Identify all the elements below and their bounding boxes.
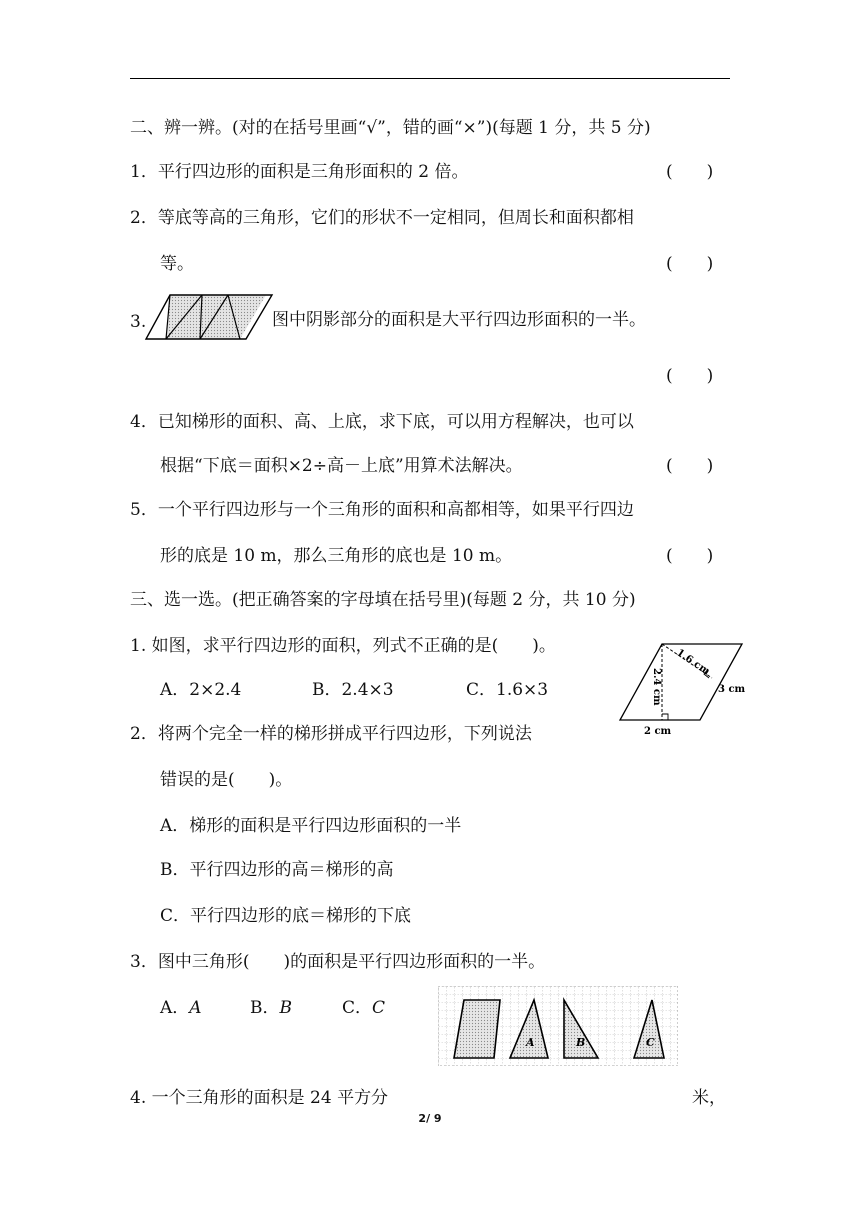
s3-question-4-end: 米，	[692, 1088, 726, 1108]
label-c: C	[646, 1036, 655, 1049]
answer-blank: ( )	[666, 546, 714, 566]
s3-q3-option-c: C．C	[342, 998, 386, 1018]
s3-q1-option-c: C．1.6×3	[466, 680, 549, 700]
answer-blank: ( )	[666, 456, 714, 476]
s3-q3-option-b: B．B	[250, 998, 292, 1018]
s3-q2-option-c: C．平行四边形的底＝梯形的下底	[160, 906, 412, 926]
label-b: B	[576, 1036, 586, 1049]
answer-blank: ( )	[666, 366, 714, 386]
s3-question-4-start: 4. 一个三角形的面积是 24 平方分	[130, 1088, 389, 1108]
s3-question-2-line2: 错误的是( )。	[160, 770, 293, 790]
s2-question-1: 1．平行四边形的面积是三角形面积的 2 倍。	[130, 162, 469, 182]
top-rule	[130, 78, 730, 79]
s2-question-2-line1: 2．等底等高的三角形，它们的形状不一定相同，但周长和面积都相	[130, 208, 634, 228]
s2-question-5-line1: 5．一个平行四边形与一个三角形的面积和高都相等，如果平行四边	[130, 500, 634, 520]
grid-shapes-figure	[438, 986, 678, 1066]
s3-question-3: 3．图中三角形( )的面积是平行四边形面积的一半。	[130, 952, 546, 972]
s2-question-4-line1: 4．已知梯形的面积、高、上底，求下底，可以用方程解决，也可以	[130, 412, 634, 432]
label-3cm: 3 cm	[718, 684, 746, 695]
parallelogram-dimensions-figure	[614, 638, 750, 738]
label-a: A	[526, 1036, 535, 1049]
section2-heading: 二、辨一辨。(对的在括号里画“√”，错的画“×”)(每题 1 分，共 5 分)	[130, 118, 651, 138]
s3-q2-option-a: A．梯形的面积是平行四边形面积的一半	[160, 816, 462, 836]
s2-question-3-number: 3.	[130, 312, 147, 332]
label-2-4cm: 2.4 cm	[651, 668, 662, 706]
s3-q2-option-b: B．平行四边形的高＝梯形的高	[160, 860, 394, 880]
shaded-parallelogram-figure	[144, 293, 274, 341]
s2-question-2-line2: 等。	[160, 254, 194, 274]
answer-blank: ( )	[666, 162, 714, 182]
answer-blank: ( )	[666, 254, 714, 274]
label-1-6cm: 1.6 cm	[674, 647, 712, 678]
s3-question-1: 1. 如图，求平行四边形的面积，列式不正确的是( )。	[130, 636, 556, 656]
s3-q1-option-b: B．2.4×3	[312, 680, 394, 700]
s2-question-5-line2: 形的底是 10 m，那么三角形的底也是 10 m。	[160, 546, 513, 566]
s3-question-2-line1: 2．将两个完全一样的梯形拼成平行四边形，下列说法	[130, 724, 532, 744]
section3-heading: 三、选一选。(把正确答案的字母填在括号里)(每题 2 分，共 10 分)	[130, 590, 636, 610]
label-2cm: 2 cm	[644, 726, 672, 737]
s3-q1-option-a: A．2×2.4	[160, 680, 242, 700]
page-number: 2/ 9	[418, 1112, 442, 1125]
s2-question-4-line2: 根据“下底＝面积×2÷高－上底”用算术法解决。	[160, 456, 523, 476]
s3-q3-option-a: A．A	[160, 998, 202, 1018]
s2-question-3-text: 图中阴影部分的面积是大平行四边形面积的一半。	[272, 310, 646, 330]
